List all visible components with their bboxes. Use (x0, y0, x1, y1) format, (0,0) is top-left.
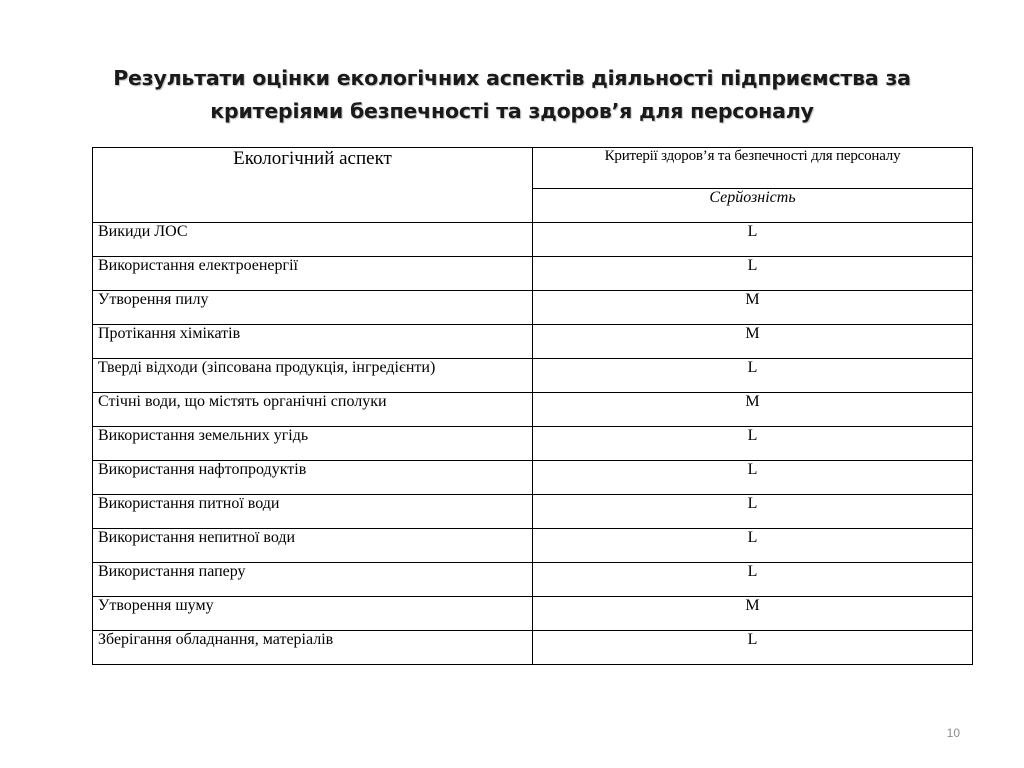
aspect-cell: Стічні води, що містять органічні сполуки (93, 393, 533, 427)
aspect-cell: Утворення шуму (93, 597, 533, 631)
table-row (93, 257, 973, 291)
table-row (93, 597, 973, 631)
severity-cell: L (533, 631, 973, 665)
table-row (93, 631, 973, 665)
aspect-cell: Використання нафтопродуктів (93, 461, 533, 495)
severity-cell: M (533, 325, 973, 359)
table-row (93, 529, 973, 563)
aspect-cell: Використання паперу (93, 563, 533, 597)
table-row (93, 291, 973, 325)
table-row (93, 427, 973, 461)
aspect-cell: Використання електроенергії (93, 257, 533, 291)
slide-title (40, 62, 984, 128)
header-aspect: Екологічний аспект (93, 148, 533, 223)
severity-cell: L (533, 461, 973, 495)
aspect-cell: Тверді відходи (зіпсована продукція, інгредієнти) (93, 359, 533, 393)
slide-title-line-1: Результати оцінки екологічних аспектів діяльності підприємства за (113, 66, 911, 90)
severity-cell: L (533, 563, 973, 597)
aspect-cell: Утворення пилу (93, 291, 533, 325)
table-body (93, 223, 973, 665)
severity-cell: L (533, 495, 973, 529)
severity-cell: M (533, 597, 973, 631)
aspect-cell: Використання непитної води (93, 529, 533, 563)
aspects-table (92, 147, 973, 665)
header-criteria: Критерії здоров’я та безпечності для персоналу (533, 148, 973, 189)
table-header (93, 148, 973, 223)
table-row (93, 223, 973, 257)
slide-title-line-2: критеріями безпечності та здоров’я для персоналу (210, 99, 814, 123)
header-severity: Серйозність (533, 189, 973, 223)
severity-cell: L (533, 359, 973, 393)
severity-cell: L (533, 427, 973, 461)
aspect-cell: Використання питної води (93, 495, 533, 529)
severity-cell: L (533, 529, 973, 563)
table-row (93, 393, 973, 427)
severity-cell: M (533, 291, 973, 325)
aspect-cell: Протікання хімікатів (93, 325, 533, 359)
aspect-cell: Зберігання обладнання, матеріалів (93, 631, 533, 665)
severity-cell: M (533, 393, 973, 427)
table-row (93, 359, 973, 393)
aspect-cell: Використання земельних угідь (93, 427, 533, 461)
table-row (93, 495, 973, 529)
page-number: 10 (946, 726, 960, 740)
table-row (93, 563, 973, 597)
severity-cell: L (533, 257, 973, 291)
severity-cell: L (533, 223, 973, 257)
table-row (93, 325, 973, 359)
aspect-cell: Викиди ЛОС (93, 223, 533, 257)
table-row (93, 461, 973, 495)
